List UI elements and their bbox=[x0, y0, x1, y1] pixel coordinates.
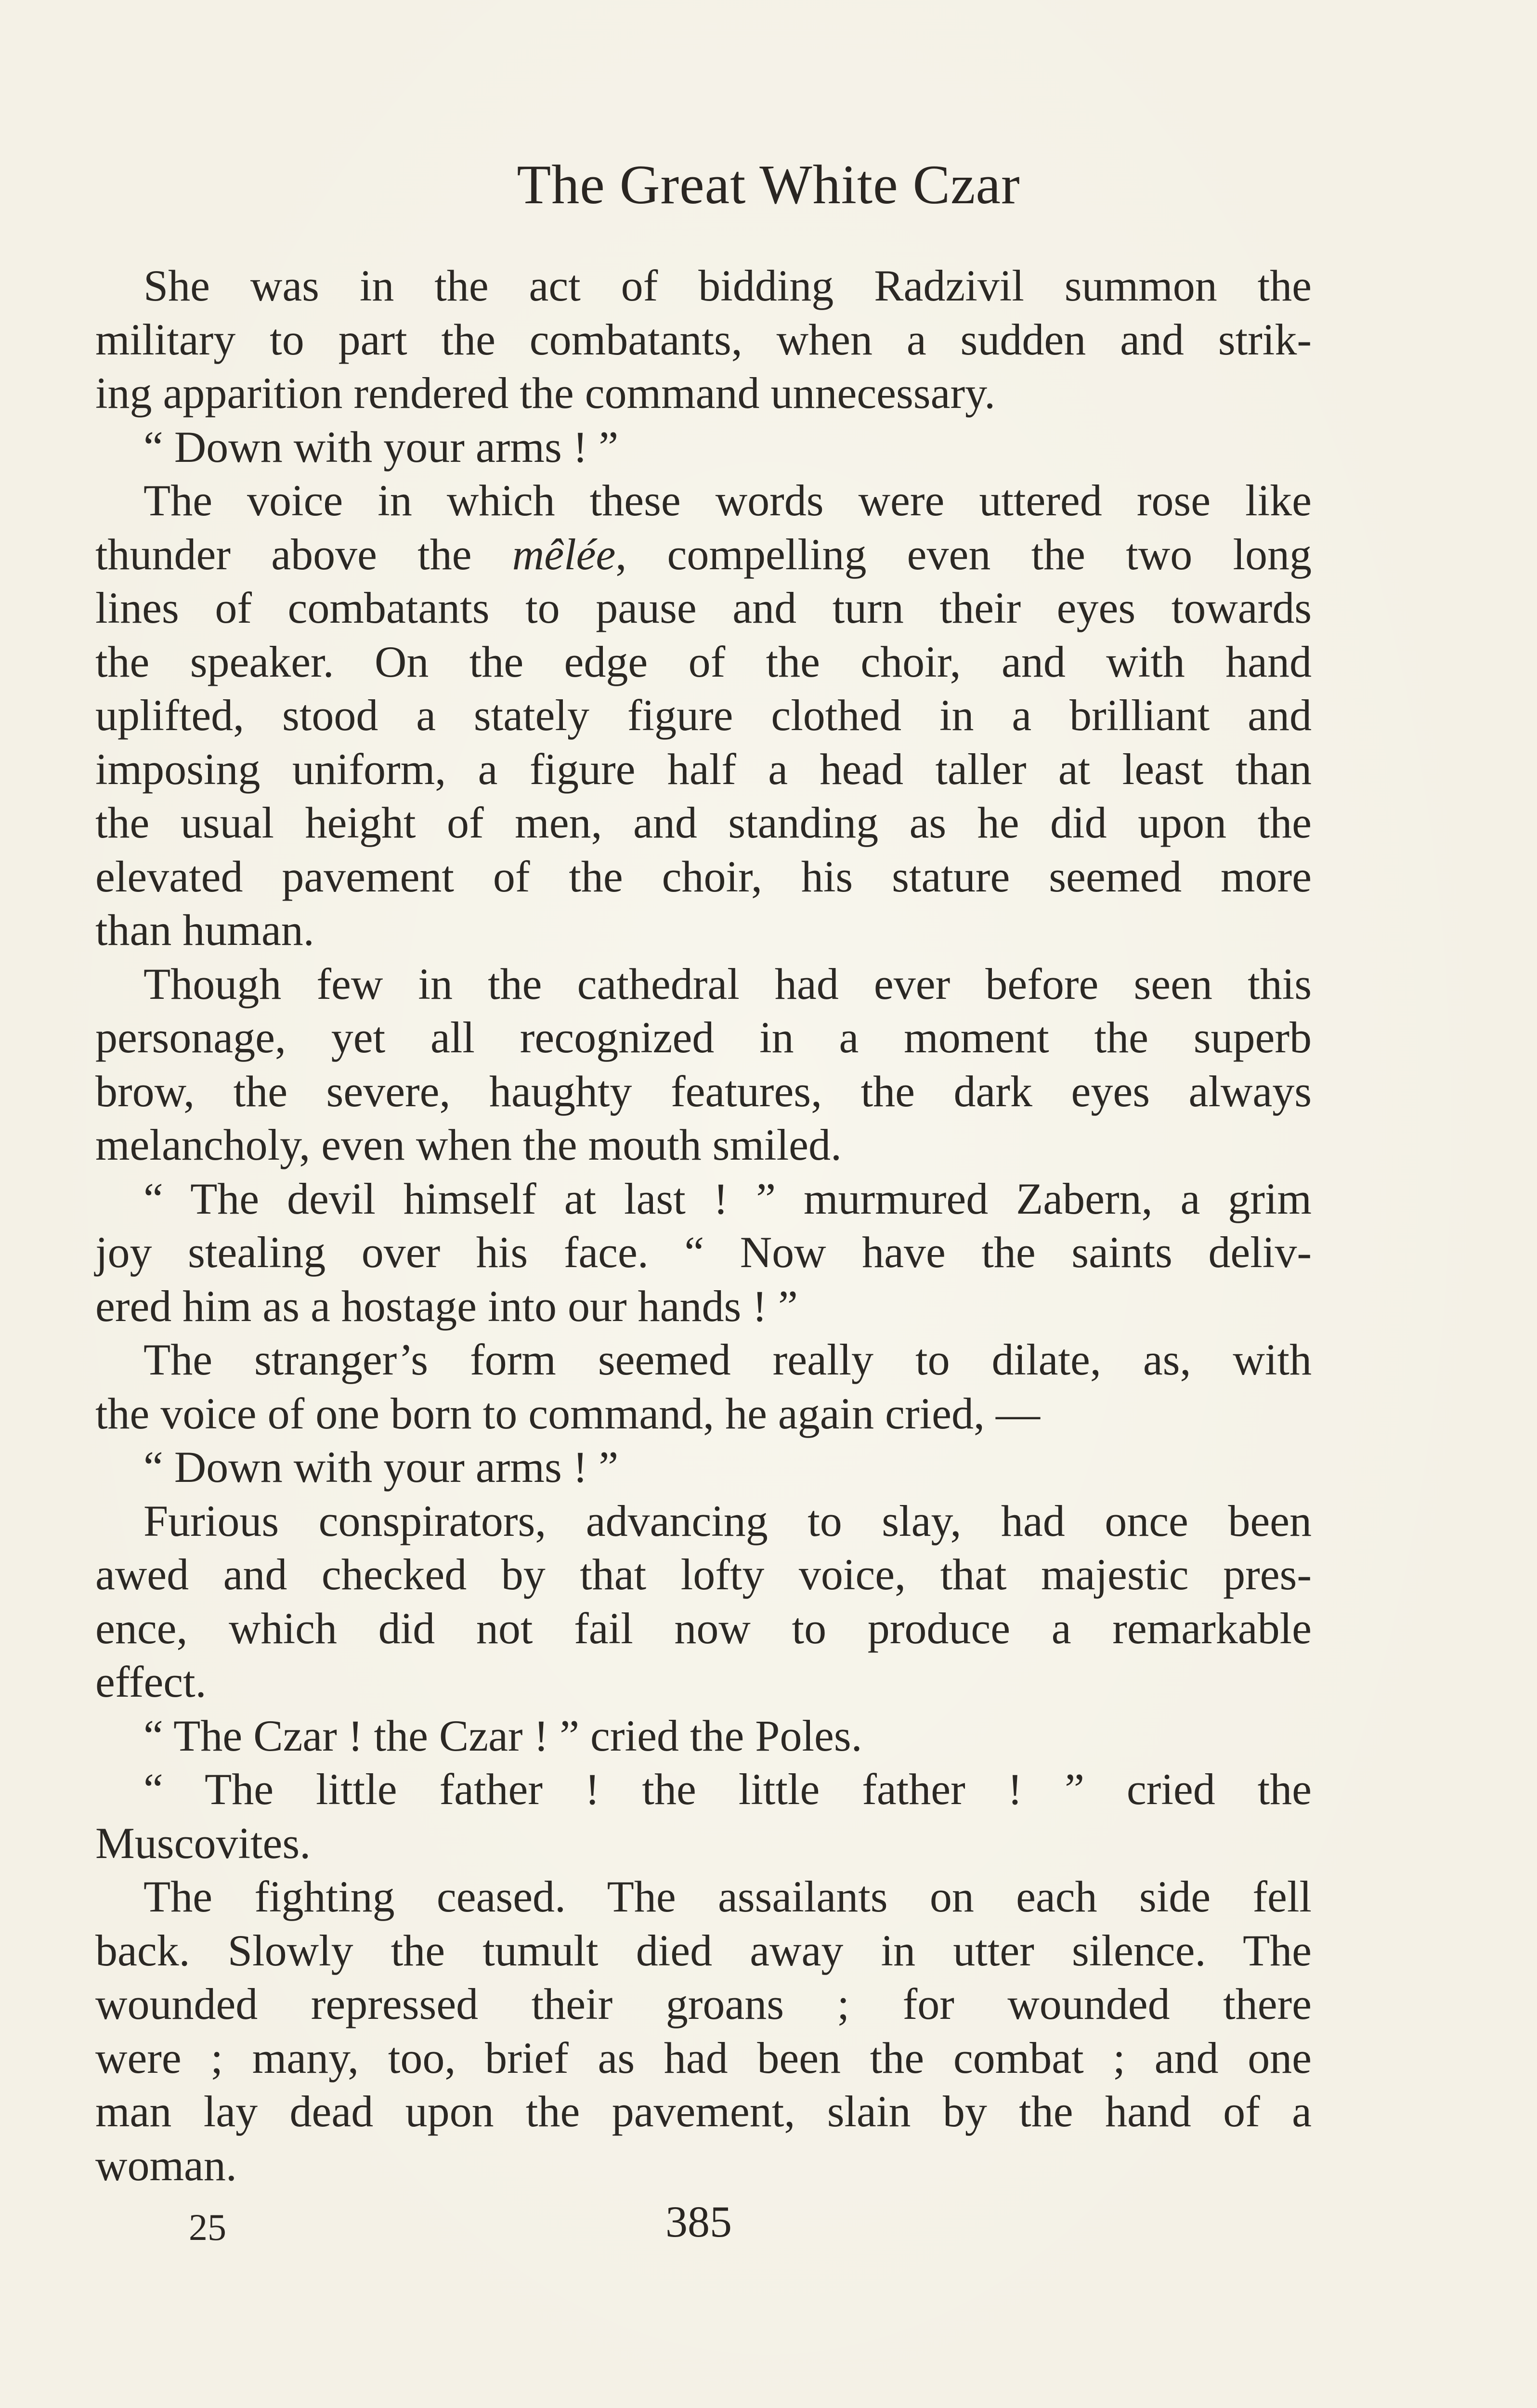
text-line: uplifted, stood a stately figure clothed in a brilliant and bbox=[95, 691, 1312, 740]
text-line: the voice of one born to command, he again cried, — bbox=[95, 1388, 1041, 1438]
text-line: Muscovites. bbox=[95, 1818, 311, 1868]
italic-word: mêlée bbox=[512, 529, 616, 579]
text-line: were ; many, too, brief as had been the combat ; and one bbox=[95, 2033, 1312, 2082]
text-line: brow, the severe, haughty features, the dark eyes always bbox=[95, 1066, 1312, 1116]
text-line: thunder above the mêlée, compelling even the two long bbox=[95, 529, 1312, 579]
text-line: The voice in which these words were uttered rose like bbox=[143, 476, 1312, 525]
text-line: ered him as a hostage into our hands ! ” bbox=[95, 1281, 798, 1331]
text-line: the usual height of men, and standing as he did upon the bbox=[95, 798, 1312, 847]
text-line: back. Slowly the tumult died away in utter silence. The bbox=[95, 1925, 1312, 1975]
text-line: melancholy, even when the mouth smiled. bbox=[95, 1120, 842, 1169]
text-line: ing apparition rendered the command unnecessary. bbox=[95, 368, 996, 418]
text-line: lines of combatants to pause and turn their eyes towards bbox=[95, 583, 1312, 632]
text-line: “ The Czar ! the Czar ! ” cried the Poles. bbox=[143, 1711, 862, 1760]
text-line: “ Down with your arms ! ” bbox=[143, 422, 619, 471]
text-line: effect. bbox=[95, 1657, 207, 1706]
text-line: “ The little father ! the little father ! ” cried the bbox=[143, 1765, 1312, 1814]
running-head: The Great White Czar bbox=[517, 154, 1020, 216]
text-line: wounded repressed their groans ; for wounded there bbox=[95, 1979, 1312, 2028]
text-line: She was in the act of bidding Radzivil summon the bbox=[143, 261, 1312, 310]
text-line: The stranger’s form seemed really to dilate, as, with bbox=[143, 1335, 1312, 1384]
text-line: than human. bbox=[95, 905, 314, 955]
text-line: woman. bbox=[95, 2140, 237, 2190]
page-number: 385 bbox=[665, 2197, 732, 2246]
text-line: “ The devil himself at last ! ” murmured Zabern, a grim bbox=[143, 1174, 1312, 1223]
text-line: “ Down with your arms ! ” bbox=[143, 1442, 619, 1492]
text-line: imposing uniform, a figure half a head taller at least than bbox=[95, 744, 1312, 794]
text-line: man lay dead upon the pavement, slain by the hand of a bbox=[95, 2087, 1312, 2136]
text-line: Though few in the cathedral had ever before seen this bbox=[143, 959, 1312, 1008]
text-line: The fighting ceased. The assailants on each side fell bbox=[143, 1872, 1312, 1921]
text-line: joy stealing over his face. “ Now have the saints deliv- bbox=[95, 1228, 1312, 1277]
text-line: military to part the combatants, when a sudden and strik- bbox=[95, 314, 1312, 364]
text-line: ence, which did not fail now to produce a remarkable bbox=[95, 1603, 1312, 1653]
text-line: the speaker. On the edge of the choir, and with hand bbox=[95, 637, 1312, 686]
signature-mark: 25 bbox=[189, 2206, 226, 2248]
text-line: elevated pavement of the choir, his stature seemed more bbox=[95, 851, 1312, 901]
text-line: personage, yet all recognized in a moment the superb bbox=[95, 1013, 1312, 1062]
body-text bbox=[95, 259, 1312, 2192]
text-line: Furious conspirators, advancing to slay, had once been bbox=[143, 1496, 1312, 1545]
text-line: awed and checked by that lofty voice, that majestic pres- bbox=[95, 1550, 1312, 1599]
